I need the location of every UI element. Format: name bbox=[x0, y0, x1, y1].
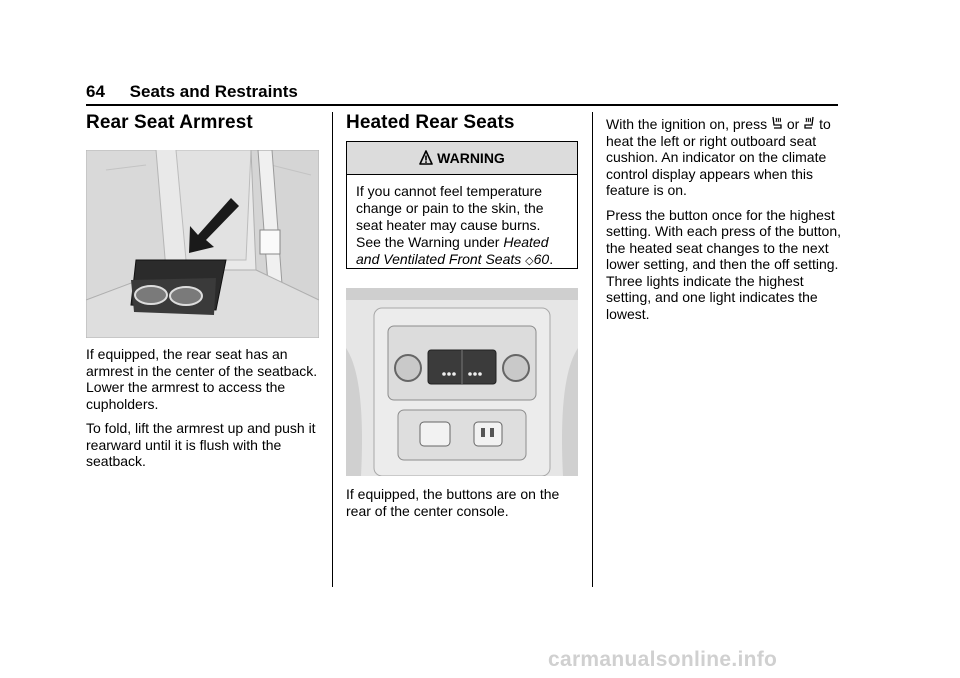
instructions-rest: to heat the left or right outboard seat cushion. An indicator on the climate control display appears when this feature is on. bbox=[606, 116, 831, 198]
warning-title: WARNING bbox=[437, 150, 505, 166]
warning-body bbox=[347, 175, 577, 278]
heated-rear-seats-heading: Heated Rear Seats bbox=[346, 112, 515, 133]
header-rule bbox=[86, 104, 838, 106]
instructions-or: or bbox=[786, 116, 800, 132]
page-number: 64 bbox=[86, 82, 105, 101]
section-title: Seats and Restraints bbox=[129, 82, 298, 101]
warning-text: If you cannot feel temperature change or pain to the skin, the seat heater may cause burns. See the Warning under bbox=[356, 183, 544, 250]
page-ref-icon: ◇ bbox=[525, 255, 534, 267]
console-illustration bbox=[346, 288, 578, 476]
warning-ref-page[interactable]: 60 bbox=[533, 251, 550, 267]
armrest-paragraph-2: To fold, lift the armrest up and push it rearward until it is flush with the seatback. bbox=[86, 420, 316, 469]
watermark: carmanualsonline.info bbox=[548, 648, 778, 671]
rear-seat-armrest-heading: Rear Seat Armrest bbox=[86, 112, 253, 133]
instructions-paragraph-1 bbox=[606, 116, 842, 199]
page-header bbox=[86, 82, 298, 102]
warning-reference[interactable]: Heated and Ventilated Front Seats bbox=[356, 234, 549, 267]
column-divider bbox=[592, 112, 593, 587]
warning-icon bbox=[419, 150, 433, 166]
console-caption: If equipped, the buttons are on the rear of the center console. bbox=[346, 486, 560, 519]
heated-seat-instructions bbox=[606, 116, 842, 322]
warning-period: . bbox=[549, 251, 554, 267]
left-heated-seat-icon bbox=[771, 116, 783, 131]
armrest-illustration bbox=[86, 150, 319, 338]
column-divider bbox=[332, 112, 333, 587]
warning-header bbox=[347, 142, 577, 175]
instructions-prefix: With the ignition on, press bbox=[606, 116, 768, 132]
instructions-paragraph-2: Press the button once for the highest setting. With each press of the button, the heated seat changes to the next lower setting, and then the off setting. Three lights indicate the highest setting, and one light indicates the lowest. bbox=[606, 206, 842, 322]
right-heated-seat-icon bbox=[803, 116, 815, 131]
warning-box bbox=[346, 141, 578, 269]
armrest-text bbox=[86, 346, 322, 470]
armrest-paragraph-1: If equipped, the rear seat has an armrest in the center of the seatback. Lower the armrest to access the cupholders. bbox=[86, 346, 318, 412]
